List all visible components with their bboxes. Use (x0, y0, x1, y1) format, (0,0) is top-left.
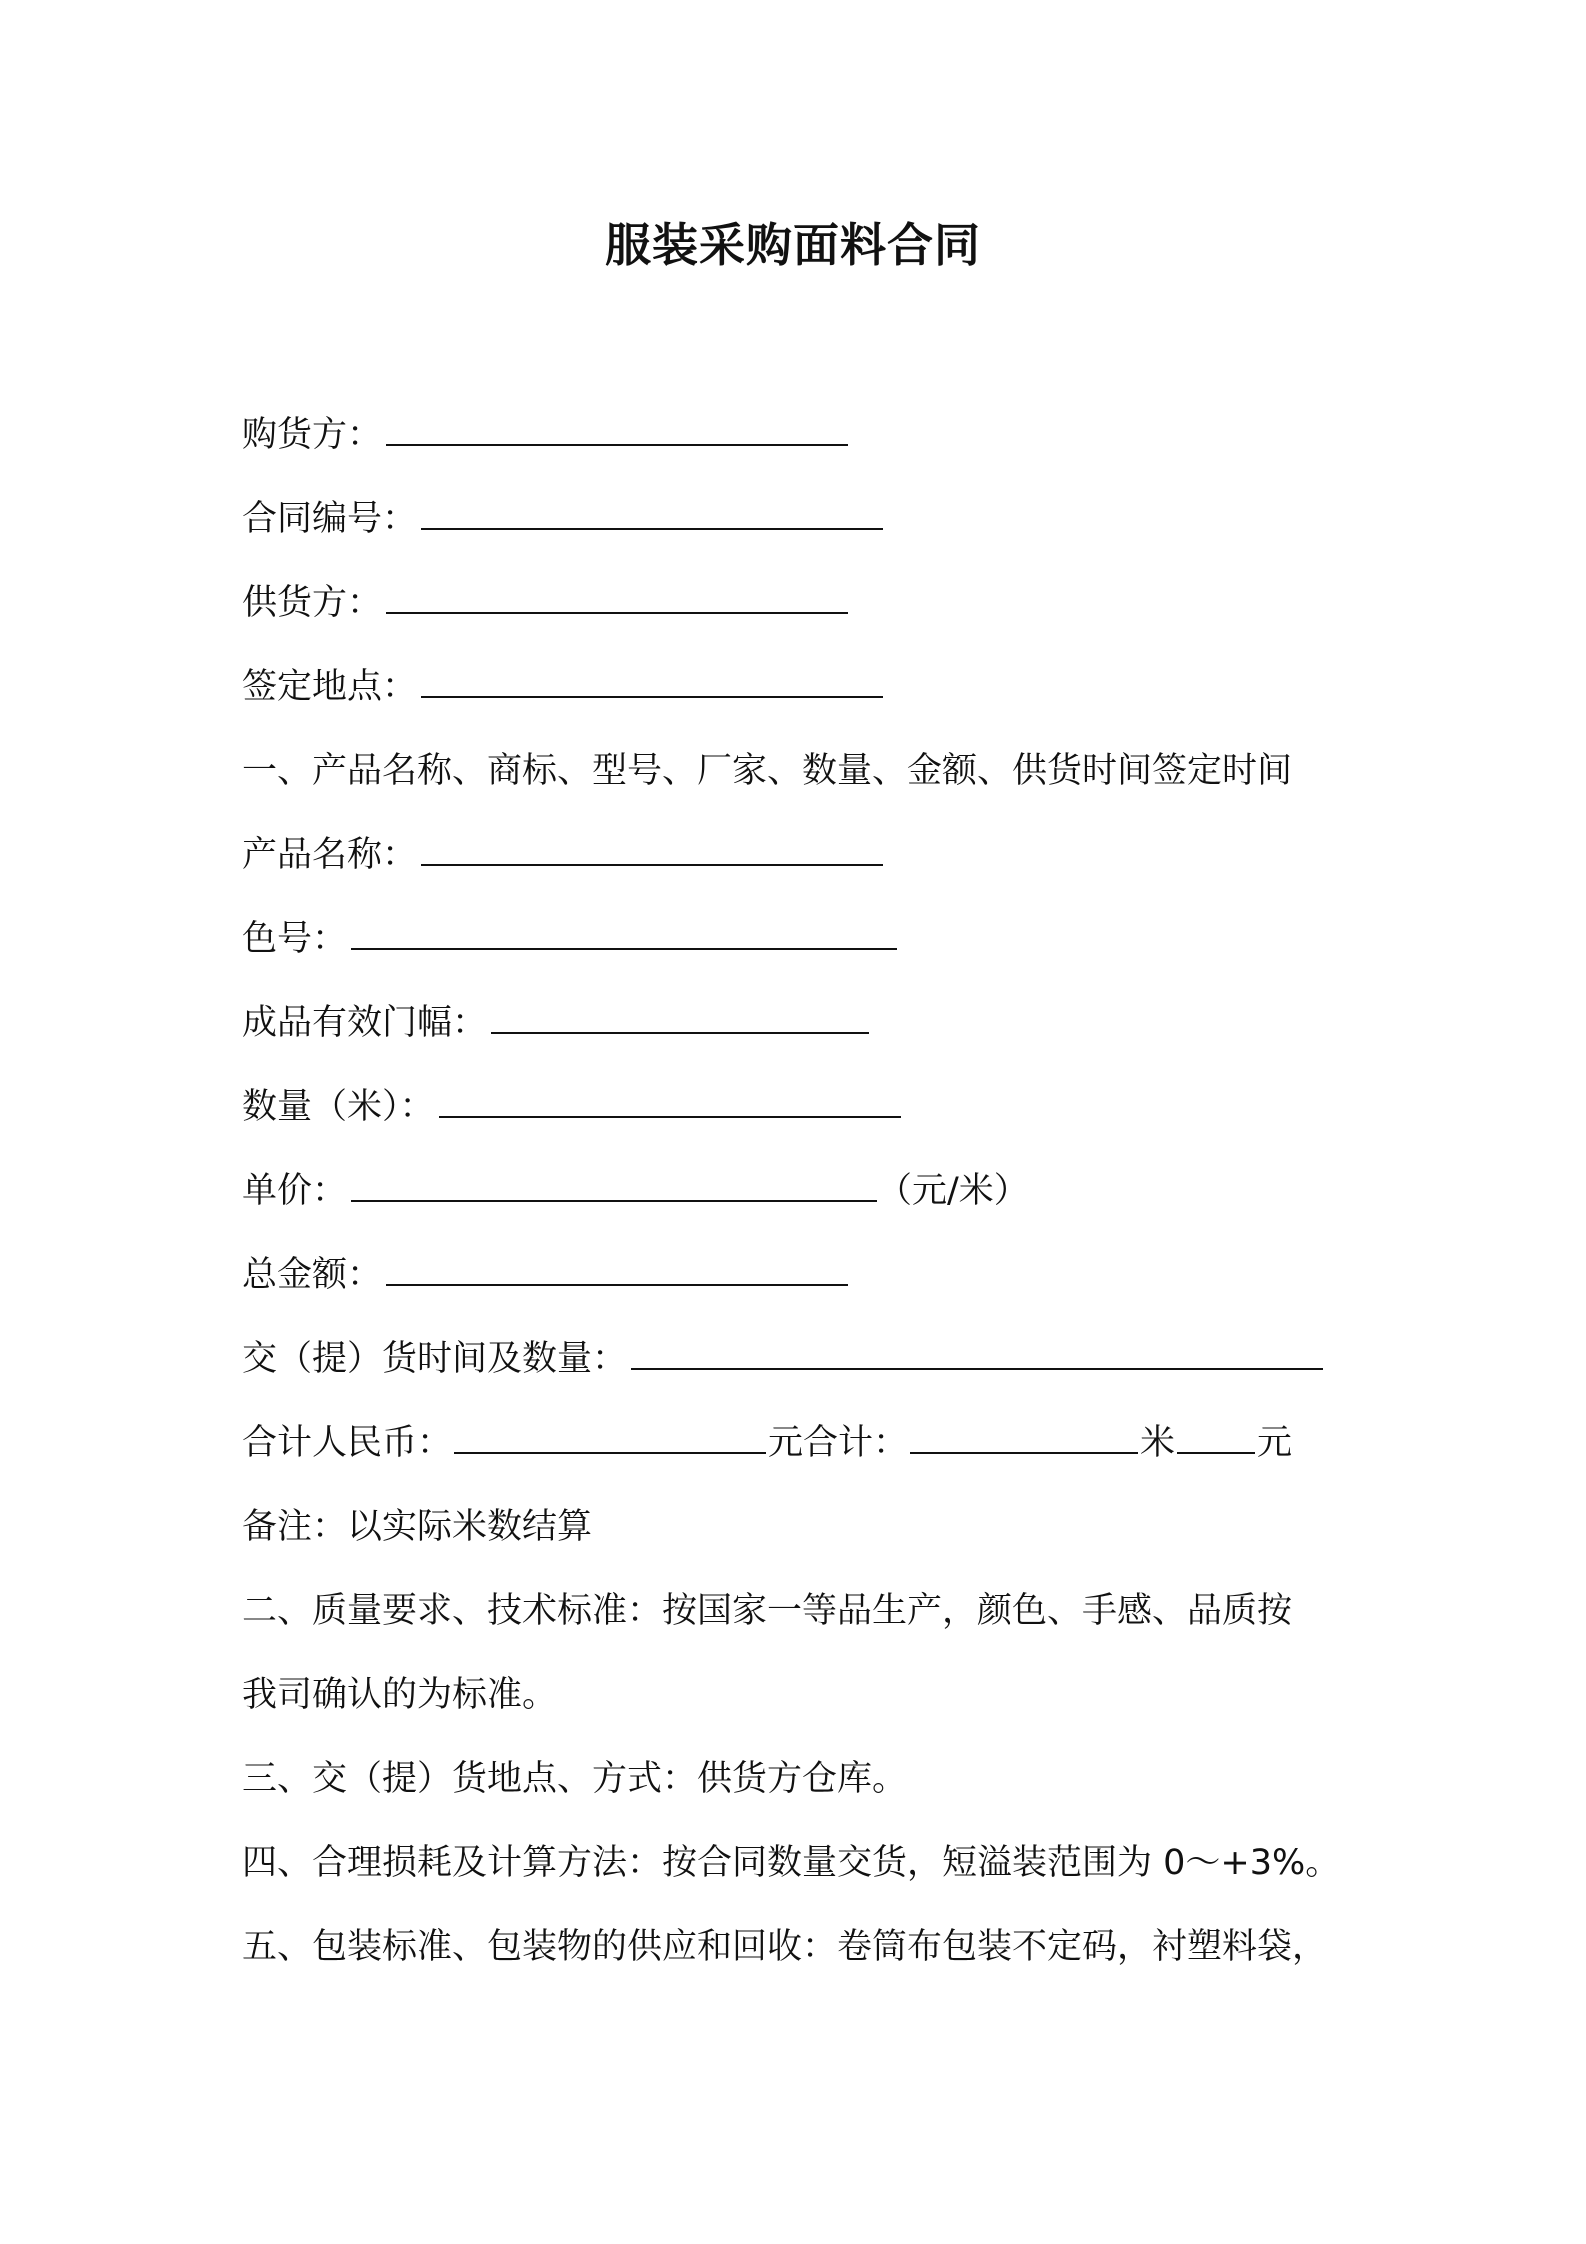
rmb-total-label: 合计人民币： (242, 1423, 453, 1463)
contract-no-label: 合同编号： (242, 499, 418, 539)
sign-place-blank[interactable] (421, 666, 883, 698)
section2-line1: 二、质量要求、技术标准：按国家一等品生产，颜色、手感、品质按 (242, 1591, 1293, 1631)
unit-price-label: 单价： (242, 1171, 348, 1211)
total-amount-row (242, 1250, 1362, 1300)
yuan-blank[interactable] (1177, 1422, 1255, 1454)
meter-total-blank[interactable] (910, 1422, 1138, 1454)
total-amount-label: 总金额： (242, 1255, 383, 1295)
unit-price-unit: （元/米） (877, 1171, 1029, 1211)
color-no-row (242, 914, 1362, 964)
rmb-total-row (242, 1418, 1362, 1468)
buyer-blank[interactable] (386, 414, 848, 446)
rmb-total-meter: 米 (1140, 1423, 1176, 1463)
section5: 五、包装标准、包装物的供应和回收：卷筒布包装不定码，衬塑料袋， (242, 1927, 1328, 1967)
delivery-time-label: 交（提）货时间及数量： (242, 1339, 628, 1379)
sign-place-row (242, 662, 1362, 712)
quantity-row (242, 1082, 1362, 1132)
contract-no-blank[interactable] (421, 498, 883, 530)
sign-place-label: 签定地点： (242, 667, 418, 707)
supplier-row (242, 578, 1362, 628)
section3: 三、交（提）货地点、方式：供货方仓库。 (242, 1759, 908, 1799)
width-row (242, 998, 1362, 1048)
quantity-label: 数量（米）： (242, 1087, 435, 1127)
rmb-total-mid: 元合计： (768, 1423, 909, 1463)
delivery-time-blank[interactable] (631, 1338, 1323, 1370)
section4: 四、合理损耗及计算方法：按合同数量交货，短溢装范围为 0～+3%。 (242, 1843, 1341, 1883)
total-amount-blank[interactable] (386, 1254, 848, 1286)
rmb-total-blank[interactable] (454, 1422, 766, 1454)
supplier-blank[interactable] (386, 582, 848, 614)
quantity-blank[interactable] (439, 1086, 901, 1118)
buyer-row (242, 410, 1362, 460)
section1-heading: 一、产品名称、商标、型号、厂家、数量、金额、供货时间签定时间 (242, 751, 1293, 791)
contract-title: 服装采购面料合同 (605, 218, 981, 272)
width-label: 成品有效门幅： (242, 1003, 488, 1043)
width-blank[interactable] (491, 1002, 869, 1034)
rmb-total-yuan: 元 (1257, 1423, 1293, 1463)
product-name-label: 产品名称： (242, 835, 418, 875)
color-no-label: 色号： (242, 919, 348, 959)
delivery-time-row (242, 1334, 1362, 1384)
supplier-label: 供货方： (242, 583, 383, 623)
contract-no-row (242, 494, 1362, 544)
unit-price-row (242, 1166, 1362, 1216)
section2-line2: 我司确认的为标准。 (242, 1675, 558, 1715)
color-no-blank[interactable] (351, 918, 897, 950)
buyer-label: 购货方： (242, 415, 383, 455)
remark-row: 备注：以实际米数结算 (242, 1507, 593, 1547)
product-name-row (242, 830, 1362, 880)
product-name-blank[interactable] (421, 834, 883, 866)
unit-price-blank[interactable] (351, 1170, 877, 1202)
